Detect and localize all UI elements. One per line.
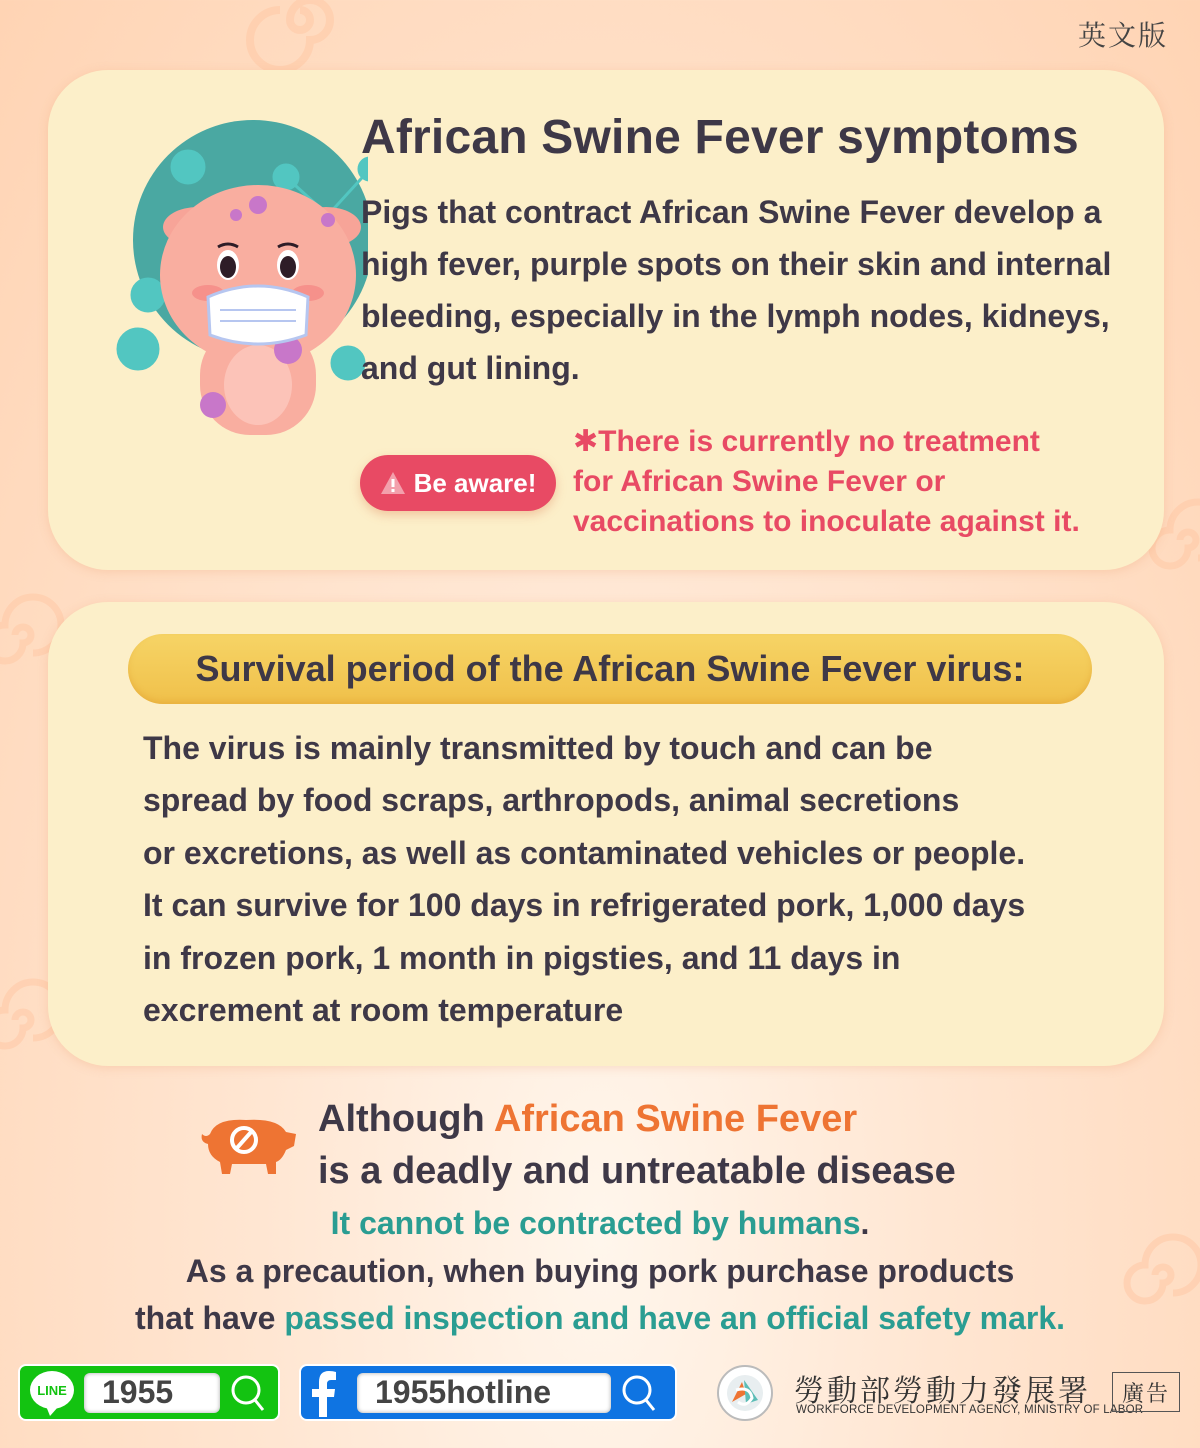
line-id-field[interactable]: 1955	[84, 1373, 220, 1413]
body-line: The virus is mainly transmitted by touch and can be	[143, 730, 933, 766]
body-line: excrement at room temperature	[143, 992, 624, 1029]
warning-line: for African Swine Fever or	[573, 465, 946, 498]
warning-triangle-icon	[380, 471, 406, 495]
symptoms-description: Pigs that contract African Swine Fever develop a high fever, purple spots on their skin and internal bleeding, especially in the lymph nodes, kidneys, and gut lining.	[361, 194, 1112, 386]
svg-text:LINE: LINE	[37, 1382, 67, 1398]
warning-line: ✱There is currently no treatment	[573, 425, 1040, 458]
inspection-prefix: that have	[134, 1300, 285, 1336]
facebook-search-box[interactable]	[299, 1364, 677, 1421]
be-aware-button[interactable]	[360, 455, 556, 511]
be-aware-label: Be aware!	[413, 467, 537, 498]
advertisement-tag: 廣告	[1112, 1372, 1180, 1412]
survival-period-description	[143, 722, 1143, 1036]
survival-period-card	[48, 602, 1164, 1066]
warning-line: vaccinations to inoculate against it.	[573, 505, 1080, 538]
inspection-highlight: passed inspection and have an official safety mark.	[284, 1300, 1066, 1336]
agency-logo-icon	[716, 1364, 774, 1422]
headline-line2: is a deadly and untreatable disease	[318, 1150, 956, 1192]
search-icon[interactable]	[230, 1374, 266, 1412]
sick-pig-mask-illustration-icon	[108, 115, 368, 435]
deadly-disease-headline	[318, 1093, 956, 1197]
facebook-id-field[interactable]: 1955hotline	[357, 1373, 611, 1413]
agency-name-chinese: 勞動部勞動力發展署	[794, 1375, 1091, 1408]
facebook-icon	[309, 1369, 339, 1417]
humans-suffix: .	[860, 1205, 870, 1241]
body-line: It can survive for 100 days in refrigerated pork, 1,000 days	[143, 887, 1026, 924]
survival-period-heading: Survival period of the African Swine Fever virus:	[128, 634, 1092, 704]
body-line: or excretions, as well as contaminated vehicles or people.	[143, 834, 1026, 871]
line-app-icon	[28, 1370, 76, 1416]
humans-safe-line	[0, 1205, 1200, 1242]
humans-highlight: It cannot be contracted by humans	[330, 1205, 861, 1241]
decorative-sun-spiral-icon	[225, 0, 375, 70]
inspection-line	[0, 1300, 1200, 1337]
headline-highlight: African Swine Fever	[493, 1098, 858, 1140]
agency-branding	[716, 1364, 1186, 1424]
body-line: in frozen pork, 1 month in pigsties, and 11 days in	[143, 939, 901, 976]
headline-prefix: Although	[318, 1098, 494, 1140]
no-treatment-warning	[573, 422, 1153, 542]
agency-name-english: WORKFORCE DEVELOPMENT AGENCY, MINISTRY OF LABOR	[796, 1404, 1144, 1416]
body-line: spread by food scraps, arthropods, animal secretions	[143, 782, 960, 819]
symptoms-card	[48, 70, 1164, 570]
no-pig-icon	[196, 1112, 300, 1176]
english-version-label: 英文版	[1077, 20, 1168, 51]
search-icon[interactable]	[621, 1374, 657, 1412]
symptoms-title: African Swine Fever symptoms	[361, 111, 1079, 164]
precaution-line: As a precaution, when buying pork purchase products	[185, 1253, 1015, 1289]
line-search-box[interactable]	[18, 1364, 280, 1421]
